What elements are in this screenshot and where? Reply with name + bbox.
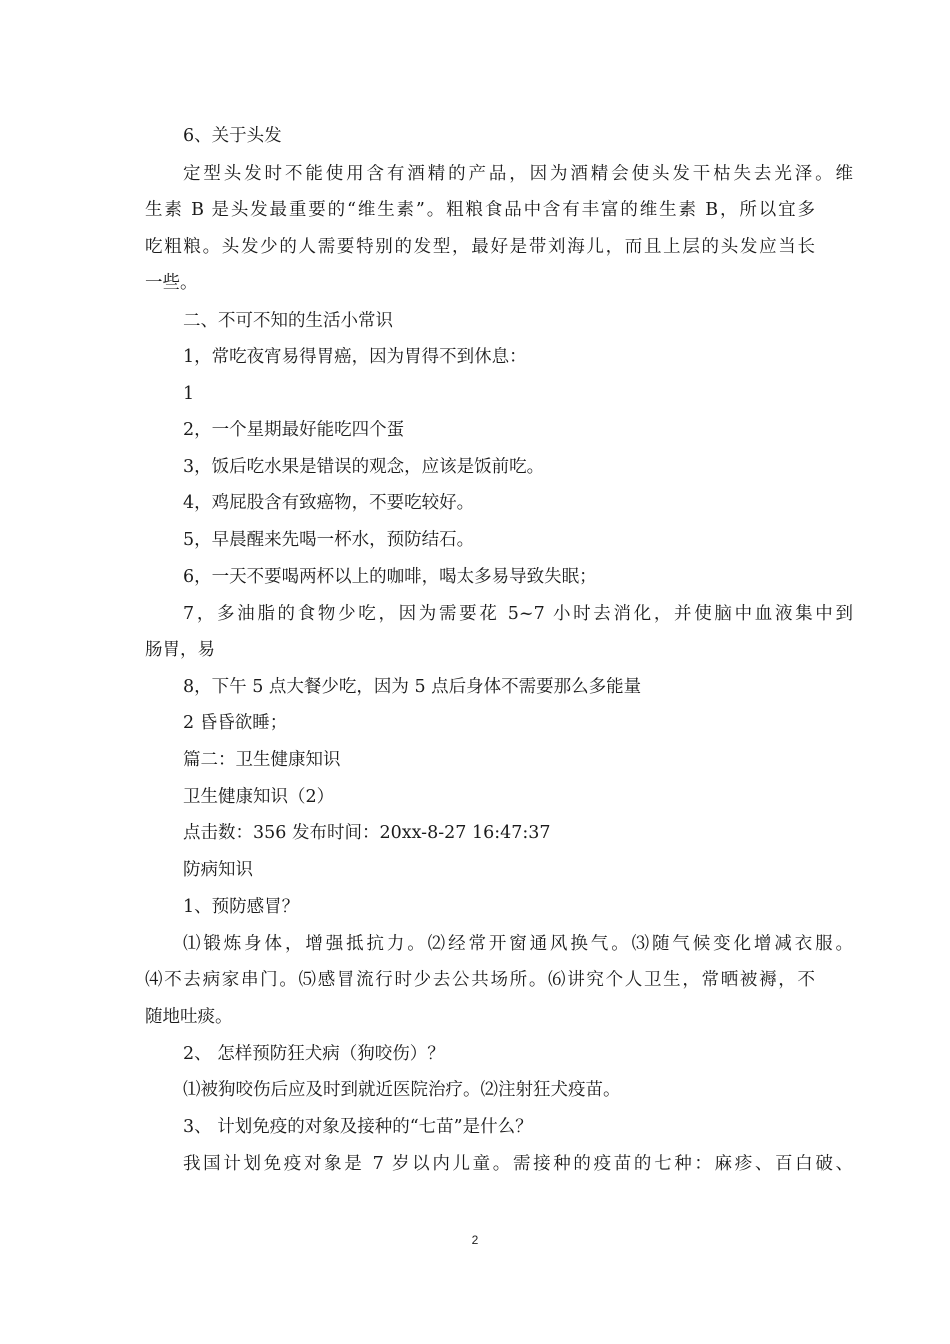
paragraph-line: ⑴锻炼身体，增强抵抗力。⑵经常开窗通风换气。⑶随气候变化增减衣服。: [183, 934, 853, 954]
paragraph-line: 随地吐痰。: [145, 1007, 233, 1027]
list-item: 1: [183, 384, 195, 404]
paragraph-line: 生素 B 是头发最重要的“维生素”。粗粮食品中含有丰富的维生素 B，所以宜多: [145, 200, 815, 220]
section-heading-hair: 6、关于头发: [183, 126, 282, 146]
section-heading-life-tips: 二、不可不知的生活小常识: [183, 311, 393, 331]
question-heading: 2、 怎样预防狂犬病（狗咬伤）？: [183, 1044, 445, 1064]
list-item: 7，多油脂的食物少吃，因为需要花 5~7 小时去消化，并使脑中血液集中到: [183, 604, 853, 624]
list-item: 3，饭后吃水果是错误的观念，应该是饭前吃。: [183, 457, 545, 477]
list-item-continuation: 肠胃，易: [145, 640, 215, 660]
paragraph-line: 吃粗粮。头发少的人需要特别的发型，最好是带刘海儿，而且上层的头发应当长: [145, 237, 815, 257]
paragraph-line: 一些。: [145, 273, 198, 293]
list-item: 5，早晨醒来先喝一杯水，预防结石。: [183, 530, 475, 550]
list-item: 1，常吃夜宵易得胃癌，因为胃得不到休息：: [183, 347, 527, 367]
paragraph-line: ⑷不去病家串门。⑸感冒流行时少去公共场所。⑹讲究个人卫生，常晒被褥，不: [145, 970, 815, 990]
list-item: 8，下午 5 点大餐少吃，因为 5 点后身体不需要那么多能量: [183, 677, 642, 697]
paragraph-line: 定型头发时不能使用含有酒精的产品，因为酒精会使头发干枯失去光泽。维: [183, 164, 853, 184]
chapter-heading: 篇二：卫生健康知识: [183, 750, 341, 770]
paragraph-line: 我国计划免疫对象是 7 岁以内儿童。需接种的疫苗的七种：麻疹、百白破、: [183, 1154, 853, 1174]
question-heading: 3、 计划免疫的对象及接种的“七苗”是什么？: [183, 1117, 533, 1137]
page-number: 2: [471, 1233, 479, 1247]
article-title: 卫生健康知识（2）: [183, 787, 335, 807]
list-item: 6，一天不要喝两杯以上的咖啡，喝太多易导致失眠；: [183, 567, 597, 587]
question-heading: 1、预防感冒？: [183, 897, 300, 917]
list-item: 2，一个星期最好能吃四个蛋: [183, 420, 405, 440]
list-item: 2 昏昏欲睡；: [183, 713, 288, 733]
subsection-heading: 防病知识: [183, 860, 253, 880]
list-item: 4，鸡屁股含有致癌物，不要吃较好。: [183, 493, 475, 513]
article-meta: 点击数：356 发布时间：20xx-8-27 16:47:37: [183, 823, 551, 843]
paragraph-line: ⑴被狗咬伤后应及时到就近医院治疗。⑵注射狂犬疫苗。: [183, 1080, 621, 1100]
